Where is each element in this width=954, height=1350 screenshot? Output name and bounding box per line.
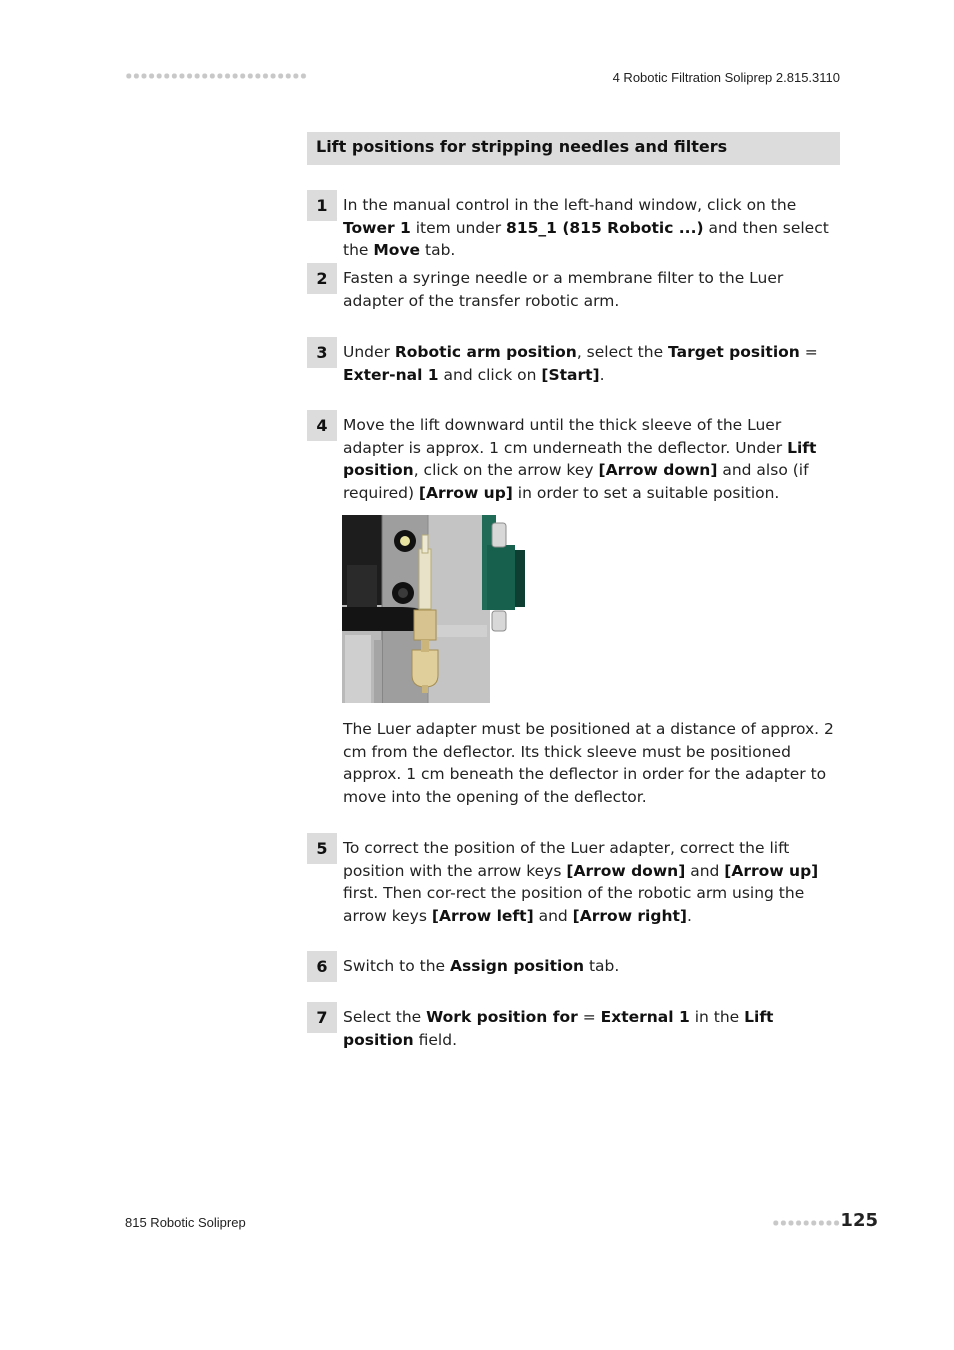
step-text-run: first. Then cor-rect the position of the robotic arm using the arrow keys [343,884,805,925]
step-text-bold: Robotic arm position [394,343,577,361]
section-heading: Lift positions for stripping needles and filters [307,132,840,165]
step-text [343,837,843,927]
step-text-bold: 815_1 (815 Robotic ...) [506,218,704,237]
step-text-bold: Work position for [426,1008,578,1026]
note-text: The Luer adapter must be positioned at a distance of approx. 2 cm from the deflector. Its thick sleeve must be positioned approx. 1 cm beneath the deflector in order for the adapter to move into the opening of the deflector. [343,720,834,806]
step-text-bold: Target position [668,343,800,361]
step-text-run: , select the [576,343,669,361]
step-text-run: in the [689,1008,745,1026]
step-text-run: . [599,365,605,384]
step-text [343,955,843,978]
step-text-run: and then select the [343,218,829,259]
step-text-run: in order to set a suitable position. [512,483,780,502]
header-dot-bar [125,72,307,80]
step-text-bold: Exter-nal 1 [343,365,439,384]
step-text-bold: [Arrow down] [566,861,686,880]
step-text-bold: Lift position [343,438,817,479]
step-text [343,1006,843,1051]
step-text [343,194,843,262]
step-number: 1 [307,190,337,221]
step-text-run: and also (if required) [343,461,809,502]
step-text [343,341,843,386]
step-text-bold: Lift position [343,1008,774,1049]
step-text [343,267,843,312]
step-text-run: = [799,343,818,361]
step-text-bold: [Arrow down] [598,461,718,479]
step-text-bold: Assign position [450,957,585,975]
step-text-run: , click on the arrow key [413,461,599,479]
step-text-run: Under [343,343,395,361]
step-text-run: Select the [343,1008,427,1026]
step-text-run: and [685,861,725,880]
step-text-bold: External 1 [600,1008,690,1026]
step-text-run: and [533,906,573,925]
step-text-bold: [Arrow right] [572,906,687,925]
page-number: 125 [840,1210,878,1231]
step-number: 2 [307,263,337,294]
footer-dot-bar [772,1219,840,1227]
step-text [343,414,843,504]
step-text-bold: [Arrow up] [418,483,513,502]
step-text-bold: [Arrow left] [431,906,534,925]
step-text-run: To correct the position of the Luer adapter, correct the lift position with the arrow keys [343,839,790,880]
step-text-run: = [577,1008,601,1026]
luer-adapter-illustration [342,515,527,703]
footer-product-name: 815 Robotic Soliprep [125,1215,246,1230]
step-number: 3 [307,337,337,368]
step-text-run: tab. [420,241,456,259]
step-number: 7 [307,1002,337,1033]
step-text-run: field. [413,1030,458,1049]
step-number: 4 [307,410,337,441]
step-number: 5 [307,833,337,864]
step-number: 6 [307,951,337,982]
step-text-run: item under [410,218,507,237]
step-text-run: . [686,906,692,925]
step-text-run: and click on [438,365,542,384]
step-text-bold: [Start] [541,365,600,384]
step-text-run: tab. [584,957,620,975]
step-text-run: Fasten a syringe needle or a membrane filter to the Luer adapter of the transfer robotic arm. [343,269,784,310]
chapter-title: 4 Robotic Filtration Soliprep 2.815.3110 [612,70,840,85]
step-text-run: Move the lift downward until the thick sleeve of the Luer adapter is approx. 1 cm underneath the deflector. Under [343,416,788,457]
step-text-run: In the manual control in the left-hand window, click on the [343,196,797,214]
step-text-run: Switch to the [343,957,451,975]
step-text-bold: [Arrow up] [724,861,819,880]
step-text-bold: Move [373,241,421,259]
step-text-bold: Tower 1 [343,218,411,237]
